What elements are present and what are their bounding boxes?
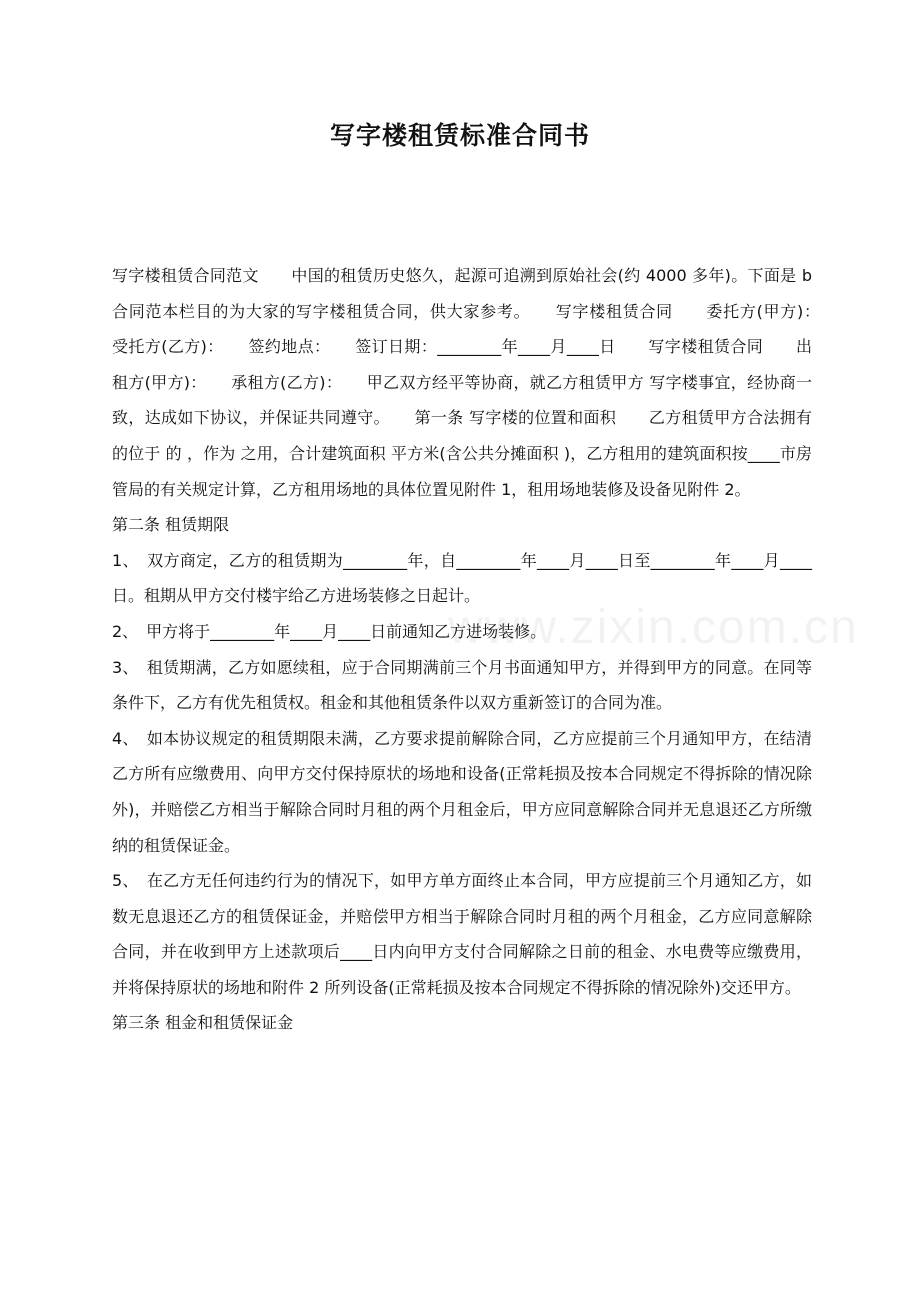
clause-2-3: 3、 租赁期满，乙方如愿续租，应于合同期满前三个月书面通知甲方，并得到甲方的同意。在同等条件下，乙方有优先租赁权。租金和其他租赁条件以双方重新签订的合同为准。 [112, 657, 812, 713]
document-body [112, 258, 845, 1041]
clause-2-2: 2、 甲方将于________年____月____日前通知乙方进场装修。 [112, 621, 547, 641]
clause-2-1: 1、 双方商定，乙方的租赁期为________年，自________年____月____日至________年____月____日。租期从甲方交付楼宇给乙方进场装修之日起计。 [112, 550, 812, 606]
clause-2-4: 4、 如本协议规定的租赁期限未满，乙方要求提前解除合同，乙方应提前三个月通知甲方，在结清乙方所有应缴费用、向甲方交付保持原状的场地和设备(正常耗损及按本合同规定不得拆除的情况除外)，并赔偿乙方相当于解除合同时月租的两个月租金后，甲方应同意解除合同并无息退还乙方所缴纳的租赁保证金。 [112, 728, 812, 855]
watermark-text: www.zixin.com.cn [448, 601, 859, 654]
paragraph-intro: 写字楼租赁合同范文 中国的租赁历史悠久，起源可追溯到原始社会(约 4000 多年)。下面是 b 合同范本栏目的为大家的写字楼租赁合同，供大家参考。 写字楼租赁合同 委托方(甲方)： 受托方(乙方)： 签约地点： 签订日期：________年____月____日 写字楼租赁合同 出租方(甲方)： 承租方(乙方)： 甲乙双方经平等协商，就乙方租赁甲方 写字楼事宜，经协商一致，达成如下协议，并保证共同遵守。 第一条 写字楼的位置和面积 乙方租赁甲方合法拥有的位于 的 ，作为 之用，合计建筑面积 平方米(含公共分摊面积 )，乙方租用的建筑面积按____市房管局的有关规定计算，乙方租用场地的具体位置见附件 1，租用场地装修及设备见附件 2。 [112, 266, 845, 499]
document-title: 写字楼租赁标准合同书 [329, 121, 590, 150]
section-heading-3: 第三条 租金和租赁保证金 [112, 1013, 294, 1033]
section-heading-2: 第二条 租赁期限 [112, 515, 230, 535]
clause-2-5: 5、 在乙方无任何违约行为的情况下，如甲方单方面终止本合同，甲方应提前三个月通知乙方，如数无息退还乙方的租赁保证金，并赔偿甲方相当于解除合同时月租的两个月租金，乙方应同意解除合同，并在收到甲方上述款项后____日内向甲方支付合同解除之日前的租金、水电费等应缴费用，并将保持原状的场地和附件 2 所列设备(正常耗损及按本合同规定不得拆除的情况除外)交还甲方。 [112, 871, 812, 997]
